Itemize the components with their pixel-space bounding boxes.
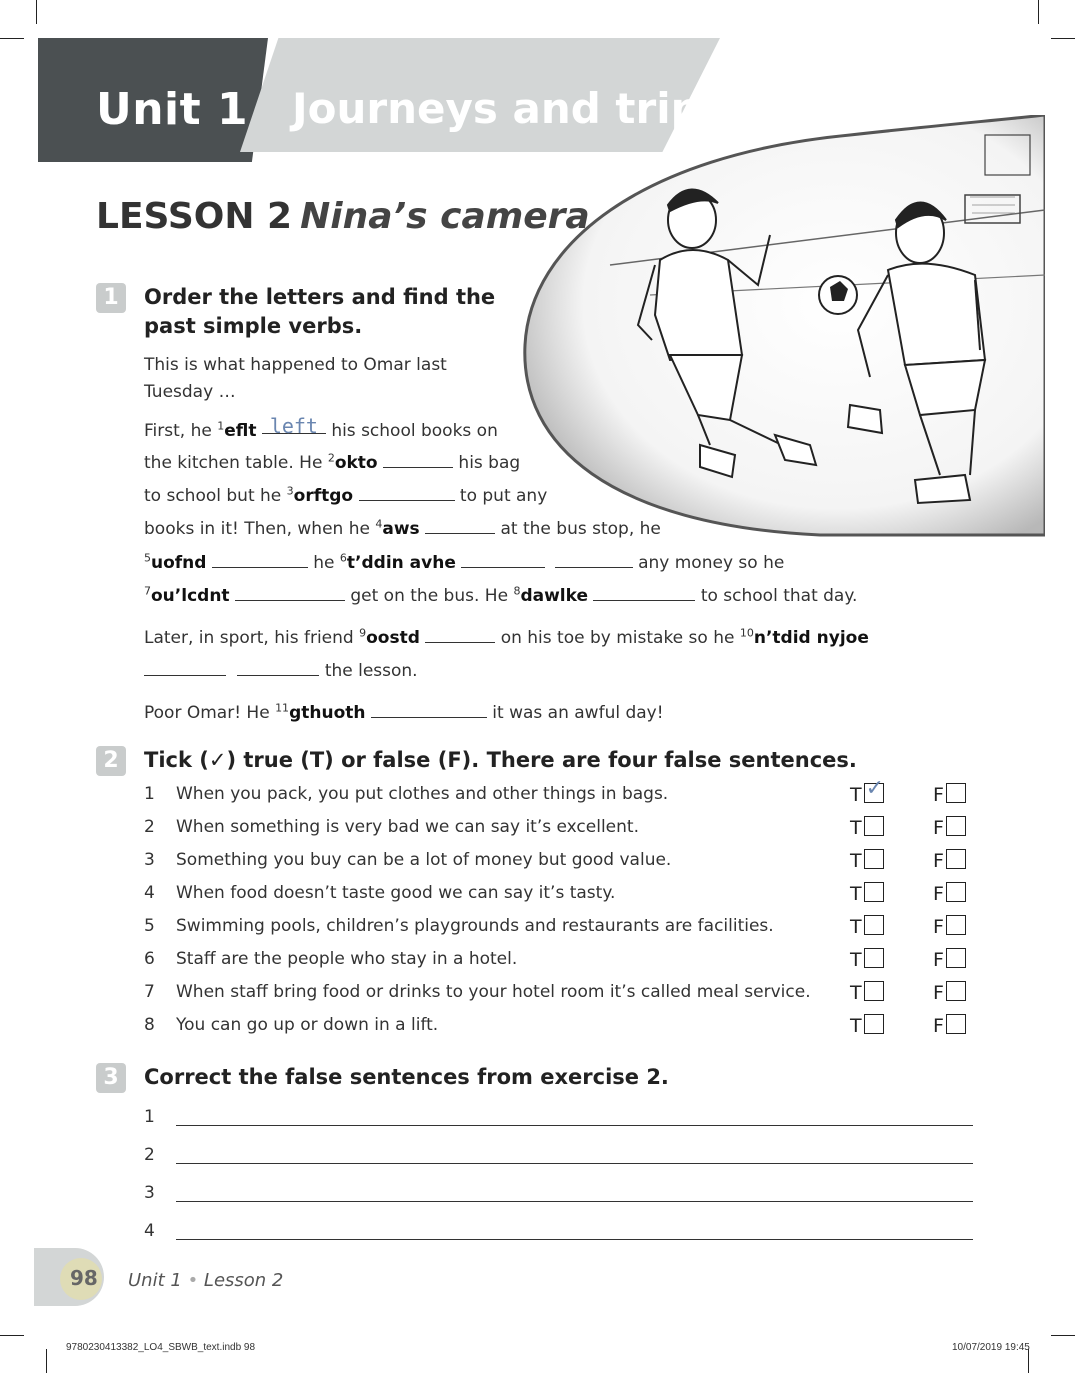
true-checkbox[interactable] xyxy=(864,1014,884,1034)
item-statement: Something you buy can be a lot of money but good value. xyxy=(176,850,672,870)
answer-line-number-2: 2 xyxy=(144,1145,155,1165)
scrambled-word-3: orftgo xyxy=(293,486,354,506)
unit-title: Journeys and trips xyxy=(292,84,726,133)
false-label: F xyxy=(933,949,944,971)
tick-mark: ✓ xyxy=(865,776,885,801)
exercise-1-intro xyxy=(144,352,447,406)
exercise-1-number: 1 xyxy=(96,283,126,313)
item-statement: Swimming pools, children’s playgrounds and restaurants are facilities. xyxy=(176,916,774,936)
false-checkbox[interactable] xyxy=(946,948,966,968)
true-option xyxy=(850,1014,884,1037)
item-statement: When something is very bad we can say it’s excellent. xyxy=(176,817,639,837)
false-option xyxy=(933,915,966,938)
true-label: T xyxy=(850,1015,862,1037)
answer-blank-10a[interactable] xyxy=(144,659,226,676)
false-option xyxy=(933,948,966,971)
scrambled-word-1: eflt xyxy=(224,421,257,441)
false-option xyxy=(933,816,966,839)
answer-blank-6b[interactable] xyxy=(555,551,633,568)
answer-line-number-3: 3 xyxy=(144,1183,155,1203)
exercise-3-heading: Correct the false sentences from exercise 2. xyxy=(144,1065,669,1089)
answer-line-number-4: 4 xyxy=(144,1221,155,1241)
exercise-2-number: 2 xyxy=(96,746,126,776)
true-checkbox[interactable] xyxy=(864,849,884,869)
false-label: F xyxy=(933,817,944,839)
true-false-item xyxy=(0,916,1075,949)
true-checkbox[interactable] xyxy=(864,915,884,935)
scrambled-word-4: aws xyxy=(382,519,420,539)
true-option xyxy=(850,816,884,839)
scrambled-word-5: uofnd xyxy=(151,553,207,573)
scrambled-word-2: okto xyxy=(334,453,378,473)
answer-blank-10b[interactable] xyxy=(237,659,319,676)
true-label: T xyxy=(850,883,862,905)
answer-line-1[interactable] xyxy=(176,1125,973,1126)
exercise-3-number: 3 xyxy=(96,1063,126,1093)
answer-blank-5[interactable] xyxy=(212,551,308,568)
false-option xyxy=(933,849,966,872)
exercise-1-heading-line2: past simple verbs. xyxy=(144,314,363,338)
answer-blank-8[interactable] xyxy=(593,584,695,601)
story-line-6: $^7$ou’lcdnt get on the bus. He $^8$dawlke to school that day. xyxy=(144,584,858,606)
item-statement: When food doesn’t taste good we can say it’s tasty. xyxy=(176,883,616,903)
true-label: T xyxy=(850,784,862,806)
lesson-title xyxy=(96,196,590,237)
false-option xyxy=(933,783,966,806)
answer-line-number-1: 1 xyxy=(144,1107,155,1127)
false-option xyxy=(933,882,966,905)
item-statement: Staff are the people who stay in a hotel. xyxy=(176,949,518,969)
false-label: F xyxy=(933,850,944,872)
false-label: F xyxy=(933,784,944,806)
true-label: T xyxy=(850,949,862,971)
scrambled-word-6: t’ddin avhe xyxy=(346,553,456,573)
true-checkbox[interactable] xyxy=(864,948,884,968)
item-number: 4 xyxy=(144,883,155,903)
answer-blank-7[interactable] xyxy=(235,584,345,601)
true-checkbox[interactable] xyxy=(864,776,885,803)
item-statement: When staff bring food or drinks to your hotel room it’s called meal service. xyxy=(176,982,811,1002)
lesson-label: LESSON 2 xyxy=(96,196,293,237)
story-line-2: the kitchen table. He $^2$okto his bag xyxy=(144,451,521,473)
true-label: T xyxy=(850,982,862,1004)
footer-reference xyxy=(128,1270,283,1291)
scrambled-word-7: ou’lcdnt xyxy=(151,586,230,606)
true-option xyxy=(850,981,884,1004)
false-label: F xyxy=(933,883,944,905)
intro-line2: Tuesday … xyxy=(144,382,236,402)
story-line-1: First, he $^1$eflt left his school books on xyxy=(144,414,498,441)
scrambled-word-11: gthuoth xyxy=(289,703,366,723)
item-statement: You can go up or down in a lift. xyxy=(176,1015,439,1035)
item-number: 7 xyxy=(144,982,155,1002)
true-false-item xyxy=(0,1015,1075,1048)
true-option xyxy=(850,915,884,938)
print-file-info: 9780230413382_LO4_SBWB_text.indb 98 xyxy=(66,1342,256,1353)
false-checkbox[interactable] xyxy=(946,1014,966,1034)
false-option xyxy=(933,1014,966,1037)
true-label: T xyxy=(850,817,862,839)
scrambled-word-10: n’tdid nyjoe xyxy=(753,628,869,648)
false-label: F xyxy=(933,982,944,1004)
false-option xyxy=(933,981,966,1004)
unit-label: Unit 1 xyxy=(96,84,249,135)
true-option xyxy=(850,882,884,905)
true-false-item xyxy=(0,776,1075,817)
story-line-5: $^5$uofnd he $^6$t’ddin avhe any money so he xyxy=(144,551,785,573)
answer-blank-6a[interactable] xyxy=(461,551,545,568)
true-false-item xyxy=(0,982,1075,1015)
true-label: T xyxy=(850,850,862,872)
item-number: 1 xyxy=(144,784,155,804)
story-line-3: to school but he $^3$orftgo to put any xyxy=(144,484,548,506)
false-checkbox[interactable] xyxy=(946,915,966,935)
true-false-item xyxy=(0,883,1075,916)
story-line-4: books in it! Then, when he $^4$aws at the bus stop, he xyxy=(144,517,661,539)
true-option xyxy=(850,948,884,971)
answer-blank-11[interactable] xyxy=(371,701,487,718)
item-number: 3 xyxy=(144,850,155,870)
false-checkbox[interactable] xyxy=(946,882,966,902)
answer-blank-1[interactable] xyxy=(262,414,326,438)
item-number: 6 xyxy=(144,949,155,969)
page-number: 98 xyxy=(70,1266,98,1290)
true-option xyxy=(850,776,885,806)
footer-lesson: Lesson 2 xyxy=(203,1270,284,1291)
answer-blank-2[interactable] xyxy=(383,451,453,468)
item-number: 8 xyxy=(144,1015,155,1035)
false-checkbox[interactable] xyxy=(946,783,966,803)
scrambled-word-8: dawlke xyxy=(520,586,589,606)
false-checkbox[interactable] xyxy=(946,849,966,869)
intro-line1: This is what happened to Omar last xyxy=(144,355,447,375)
footer-unit: Unit 1 xyxy=(128,1270,182,1291)
answer-line-2[interactable] xyxy=(176,1163,973,1164)
story-line-9: Poor Omar! He $^{11}$gthuoth it was an awful day! xyxy=(144,701,664,723)
true-checkbox[interactable] xyxy=(864,882,884,902)
exercise-1-heading-line1: Order the letters and find the xyxy=(144,285,496,309)
true-option xyxy=(850,849,884,872)
true-false-item xyxy=(0,949,1075,982)
false-label: F xyxy=(933,916,944,938)
true-checkbox[interactable] xyxy=(864,981,884,1001)
answer-blank-3[interactable] xyxy=(359,484,455,501)
item-statement: When you pack, you put clothes and other things in bags. xyxy=(176,784,669,804)
answer-line-3[interactable] xyxy=(176,1201,973,1202)
lesson-name: Nina’s camera xyxy=(300,196,590,237)
true-checkbox[interactable] xyxy=(864,816,884,836)
footer-bullet: • xyxy=(187,1270,199,1291)
true-false-item xyxy=(0,850,1075,883)
item-number: 2 xyxy=(144,817,155,837)
false-label: F xyxy=(933,1015,944,1037)
false-checkbox[interactable] xyxy=(946,981,966,1001)
story-line-7: Later, in sport, his friend $^9$oostd on his toe by mistake so he $^{10}$n’tdid nyjoe xyxy=(144,626,869,648)
football-illustration xyxy=(520,115,1045,540)
item-number: 5 xyxy=(144,916,155,936)
answer-blank-4[interactable] xyxy=(425,517,495,534)
false-checkbox[interactable] xyxy=(946,816,966,836)
scrambled-word-9: oostd xyxy=(366,628,420,648)
true-false-item xyxy=(0,817,1075,850)
print-date-info: 10/07/2019 19:45 xyxy=(952,1342,1030,1353)
story-line-8: the lesson. xyxy=(144,659,418,681)
answer-1: left xyxy=(269,414,318,438)
answer-blank-9[interactable] xyxy=(425,626,495,643)
exercise-1-heading xyxy=(144,283,495,341)
true-label: T xyxy=(850,916,862,938)
answer-line-4[interactable] xyxy=(176,1239,973,1240)
exercise-2-heading: Tick (✓) true (T) or false (F). There are four false sentences. xyxy=(144,748,857,772)
